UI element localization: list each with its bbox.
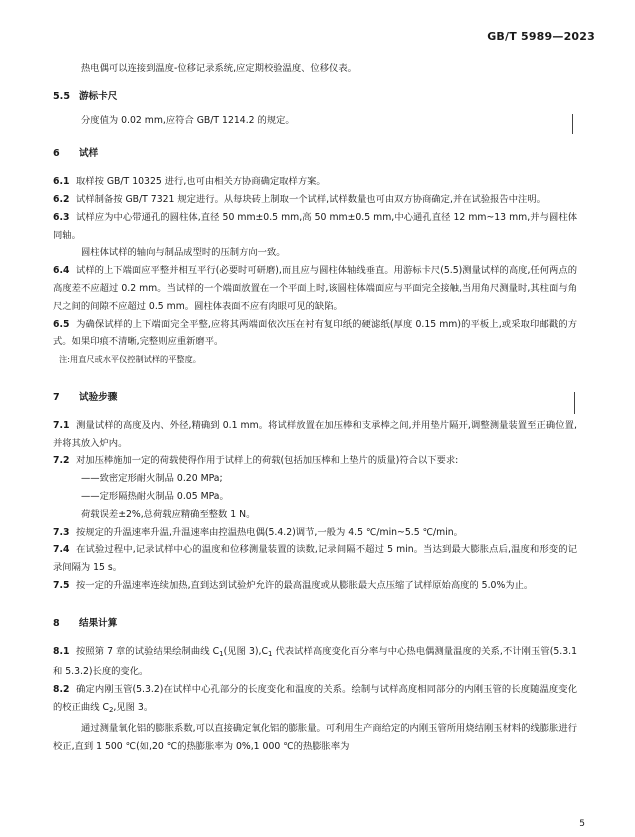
clause-8-2: 8.2 确定内刚玉管(5.3.2)在试样中心孔部分的长度变化和温度的关系。绘制与试样高度相同部分的内刚玉管的长度随温度变化的校正曲线 $C_2$,见图 3。 <box>53 684 577 714</box>
clause-7-2: 7.2 对加压棒施加一定的荷载使得作用于试样上的荷载(包括加压棒和上垫片的质量)符合以下要求: <box>53 455 459 467</box>
section-7-heading: 7 试验步骤 <box>53 391 118 403</box>
clause-7-2-continued: 荷载误差±2%,总荷载应精确至整数 1 N。 <box>81 508 256 520</box>
intro-paragraph: 热电偶可以连接到温度-位移记录系统,应定期校验温度、位移仪表。 <box>81 63 357 74</box>
document-body <box>53 60 577 755</box>
clause-7-4: 7.4 在试验过程中,记录试样中心的温度和位移测量装置的读数,记录间隔不超过 5 min。当达到最大膨胀点后,温度和形变的记录间隔为 15 s。 <box>53 544 577 574</box>
clause-8-1: 8.1 按照第 7 章的试验结果绘制曲线 $C_1$(见图 $3),C_1$ 代表试样高度变化百分率与中心热电偶测量温度的关系,不计刚玉管(5.3.1 和 5.3.2)长度的变化。 <box>53 645 577 678</box>
clause-6-1: 6.1 取样按 GB/T 10325 进行,也可由相关方协商确定取样方案。 <box>53 176 326 188</box>
section-5-5-body: 分度值为 0.02 mm,应符合 GB/T 1214.2 的规定。 <box>81 114 295 126</box>
clause-6-5: 6.5 为确保试样的上下端面完全平整,应将其两端面依次压在衬有复印纸的硬滤纸(厚度 0.15 mm)的平板上,或采取印邮戳的方式。如果印痕不清晰,完整则应重新磨平。 <box>53 318 577 348</box>
clause-7-1: 7.1 测量试样的高度及内、外径,精确到 0.1 mm。将试样放置在加压棒和支承棒之间,并用垫片隔开,调整测量装置至正确位置,并将其放入炉内。 <box>53 419 577 449</box>
section-5-5-heading: 5.5 游标卡尺 <box>53 90 118 102</box>
clause-6-3: 6.3 试样应为中心带通孔的圆柱体,直径 50 mm±0.5 mm,高 50 mm±0.5 mm,中心通孔直径 12 mm~13 mm,并与圆柱体同轴。 <box>53 211 577 241</box>
clause-6-4: 6.4 试样的上下端面应平整并相互平行(必要时可研磨),而且应与圆柱体轴线垂直。用游标卡尺(5.5)测量试样的高度,任何两点的高度差不应超过 0.2 mm。当试样的一个端面放置在一个平面上时,该圆柱体端面应与平面完全接触,当用角尺测量时,其柱面与角尺之间的间隙不应超过 0.5 mm。圆柱体表面不应有肉眼可见的缺陷。 <box>53 265 577 312</box>
standard-number: GB/T 5989—2023 <box>487 30 595 43</box>
clause-6-3-continued: 圆柱体试样的轴向与制品成型时的压制方向一致。 <box>81 247 286 259</box>
list-item: ——致密定形耐火制品 0.20 MPa; <box>81 473 223 485</box>
list-item: ——定形隔热耐火制品 0.05 MPa。 <box>81 490 229 502</box>
section-6-heading: 6 试样 <box>53 148 99 160</box>
note: 注:用直尺或水平仪控制试样的平整度。 <box>59 354 201 365</box>
clause-8-2-continued: 通过测量氧化铝的膨胀系数,可以直接确定氧化铝的膨胀量。可利用生产商给定的内刚玉管所用烧结刚玉材料的线膨胀进行校正,直到 1 500 ℃(如,20 ℃的热膨胀率为 0%,1 000 ℃的热膨胀率为 <box>53 722 577 752</box>
page-number: 5 <box>579 819 585 829</box>
clause-6-2: 6.2 试样制备按 GB/T 7321 规定进行。从每块砖上制取一个试样,试样数量也可由双方协商确定,并在试验报告中注明。 <box>53 193 546 205</box>
section-8-heading: 8 结果计算 <box>53 617 118 629</box>
clause-7-5: 7.5 按一定的升温速率连续加热,直到达到试验炉允许的最高温度或从膨胀最大点压缩了试样原始高度的 5.0%为止。 <box>53 579 534 591</box>
clause-7-3: 7.3 按规定的升温速率升温,升温速率由控温热电偶(5.4.2)调节,一般为 4.5 ℃/min~5.5 ℃/min。 <box>53 526 463 538</box>
